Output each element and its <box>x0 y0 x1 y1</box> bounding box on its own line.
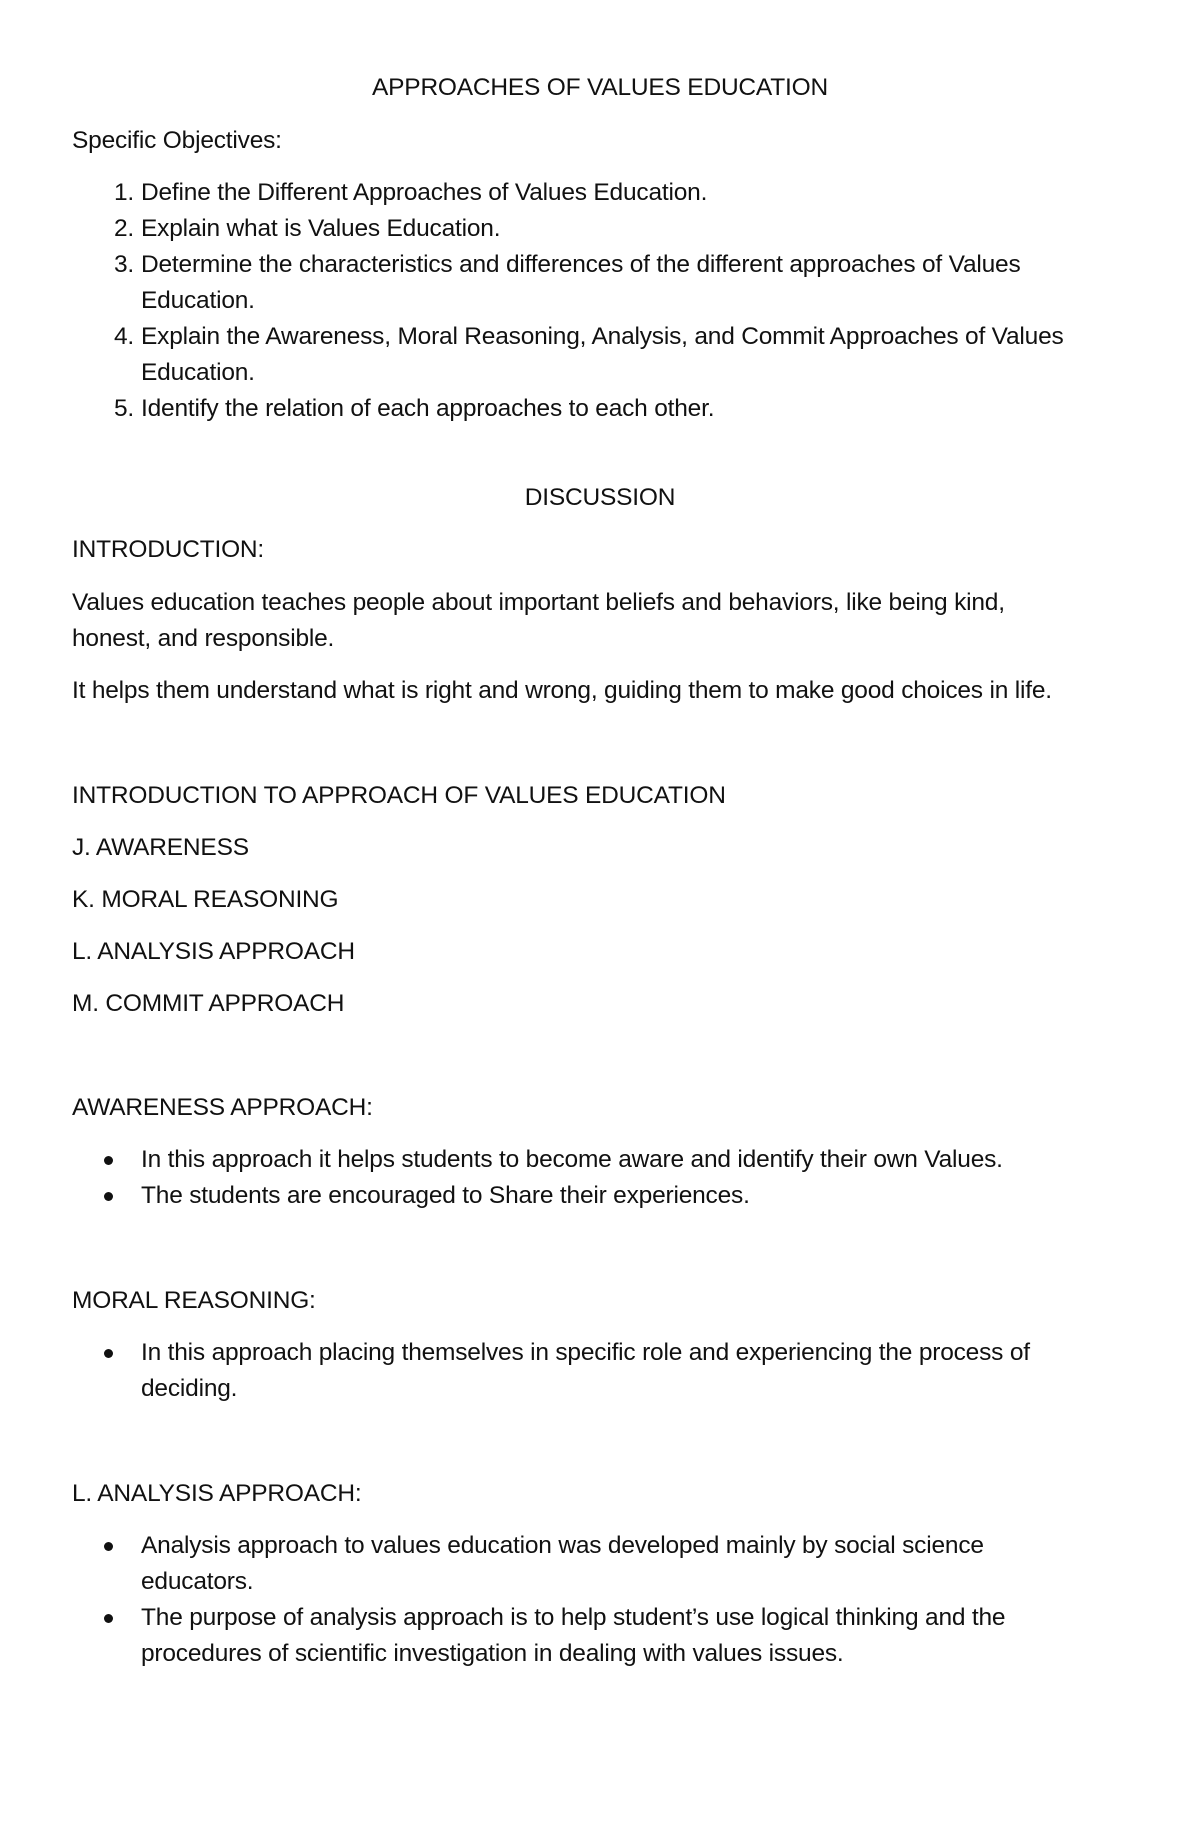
objective-number: 5. <box>113 395 134 422</box>
introduction-heading: INTRODUCTION: <box>72 536 265 563</box>
objective-text: Define the Different Approaches of Values Education. <box>141 179 708 206</box>
objectives-heading: Specific Objectives: <box>72 127 282 154</box>
objective-number: 3. <box>113 251 134 278</box>
objective-text: Explain what is Values Education. <box>141 215 501 242</box>
section-heading-analysis: L. ANALYSIS APPROACH: <box>72 1480 362 1507</box>
bullet-text: The students are encouraged to Share their experiences. <box>141 1182 750 1209</box>
section-heading-awareness: AWARENESS APPROACH: <box>72 1094 373 1121</box>
objective-text-continued: Education. <box>141 359 255 386</box>
objective-text: Identify the relation of each approaches to each other. <box>141 395 715 422</box>
objective-number: 2. <box>113 215 134 242</box>
bullet-icon <box>104 1600 116 1612</box>
paragraph-line: It helps them understand what is right and wrong, guiding them to make good choices in life. <box>72 677 1052 704</box>
discussion-heading: DISCUSSION <box>524 484 676 511</box>
approach-list-item: L. ANALYSIS APPROACH <box>72 938 355 965</box>
bullet-text-continued: deciding. <box>141 1375 238 1402</box>
bullet-text: In this approach placing themselves in specific role and experiencing the process of <box>141 1339 1030 1366</box>
bullet-text: The purpose of analysis approach is to help student’s use logical thinking and the <box>141 1604 1006 1631</box>
bullet-icon <box>104 1178 116 1190</box>
bullet-text-continued: procedures of scientific investigation in dealing with values issues. <box>141 1640 844 1667</box>
approach-list-item: J. AWARENESS <box>72 834 249 861</box>
objective-text: Determine the characteristics and differences of the different approaches of Values <box>141 251 1021 278</box>
approach-intro-heading: INTRODUCTION TO APPROACH OF VALUES EDUCATION <box>72 782 726 809</box>
objective-text: Explain the Awareness, Moral Reasoning, Analysis, and Commit Approaches of Values <box>141 323 1064 350</box>
document-title: APPROACHES OF VALUES EDUCATION <box>372 74 828 101</box>
paragraph-line: honest, and responsible. <box>72 625 335 652</box>
bullet-text: Analysis approach to values education was developed mainly by social science <box>141 1532 984 1559</box>
bullet-icon <box>104 1335 116 1347</box>
bullet-text-continued: educators. <box>141 1568 254 1595</box>
objective-text-continued: Education. <box>141 287 255 314</box>
paragraph-line: Values education teaches people about important beliefs and behaviors, like being kind, <box>72 589 1005 616</box>
bullet-icon <box>104 1528 116 1540</box>
section-heading-moral-reasoning: MORAL REASONING: <box>72 1287 316 1314</box>
objective-number: 4. <box>113 323 134 350</box>
bullet-icon <box>104 1142 116 1154</box>
objective-number: 1. <box>113 179 134 206</box>
bullet-text: In this approach it helps students to become aware and identify their own Values. <box>141 1146 1003 1173</box>
approach-list-item: K. MORAL REASONING <box>72 886 339 913</box>
approach-list-item: M. COMMIT APPROACH <box>72 990 345 1017</box>
